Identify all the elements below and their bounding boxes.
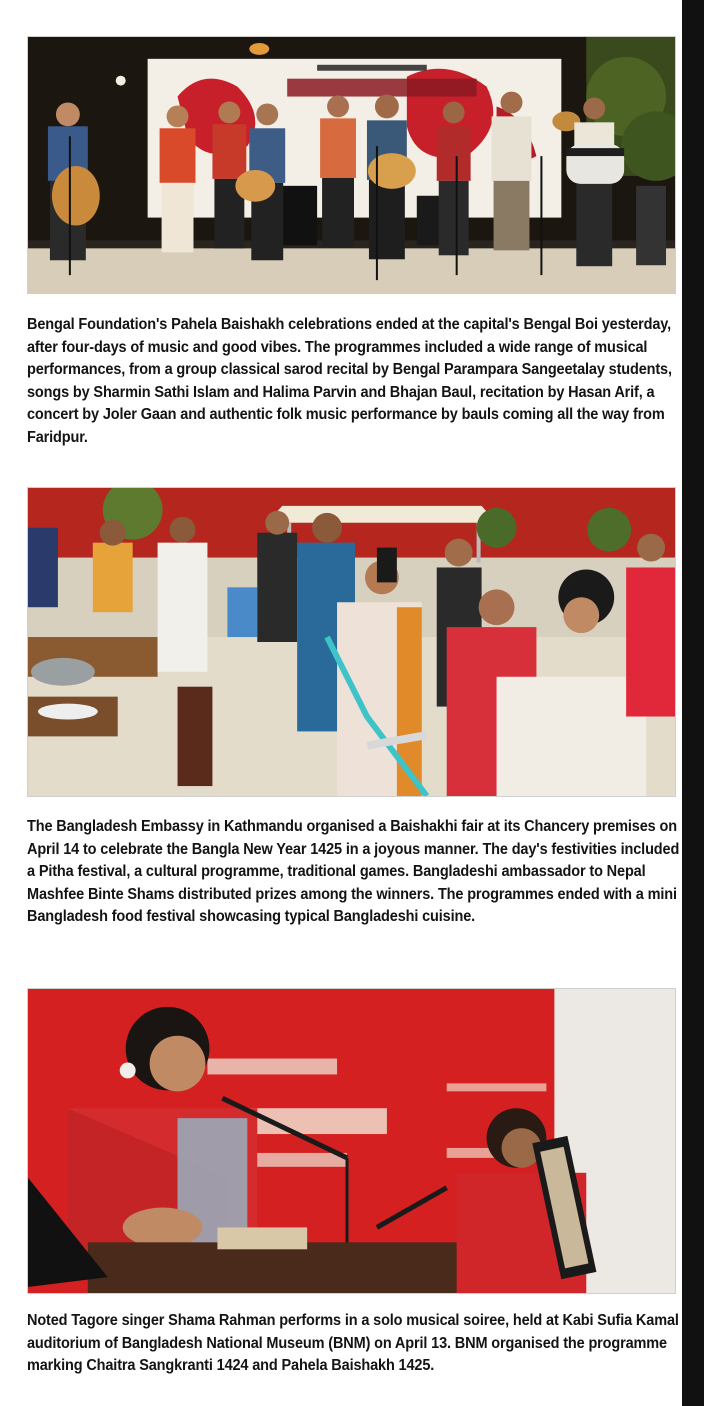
concert-caption: Bengal Foundation's Pahela Baishakh celebrations ended at the capital's Bengal Boi yesterday, after four-days of music and good vibes. The programmes included a wide range of musical performances, from a group classical sarod recital by Bengal Parampara Sangeetalay students, songs by Sharmin Sathi Islam and Halima Parvin and Bhajan Baul, recitation by Hasan Arif, a concert by Joler Gaan and authentic folk music performance by bauls coming all the way from Faridpur. xyxy=(27,316,672,446)
concert-photo xyxy=(27,36,676,294)
baishakhi-fair-photo xyxy=(27,487,676,797)
page-edge-rule xyxy=(682,0,704,1406)
singer-performance-caption: Noted Tagore singer Shama Rahman performs in a solo musical soiree, held at Kabi Sufia Kamal auditorium of Bangladesh National Museum (BNM) on April 13. BNM organised the programme marking Chaitra Sangkranti 1424 and Pahela Baishakh 1425. xyxy=(27,1312,679,1375)
singer-performance-photo xyxy=(27,988,676,1294)
embassy-fair-caption: The Bangladesh Embassy in Kathmandu organised a Baishakhi fair at its Chancery premises on April 14 to celebrate the Bangla New Year 1425 in a joyous manner. The day's festivities included a Pitha festival, a cultural programme, traditional games. Bangladeshi ambassador to Nepal Mashfee Binte Shams distributed prizes among the winners. The programmes ended with a mini Bangladesh food festival showcasing typical Bangladeshi cuisine. xyxy=(27,818,680,926)
